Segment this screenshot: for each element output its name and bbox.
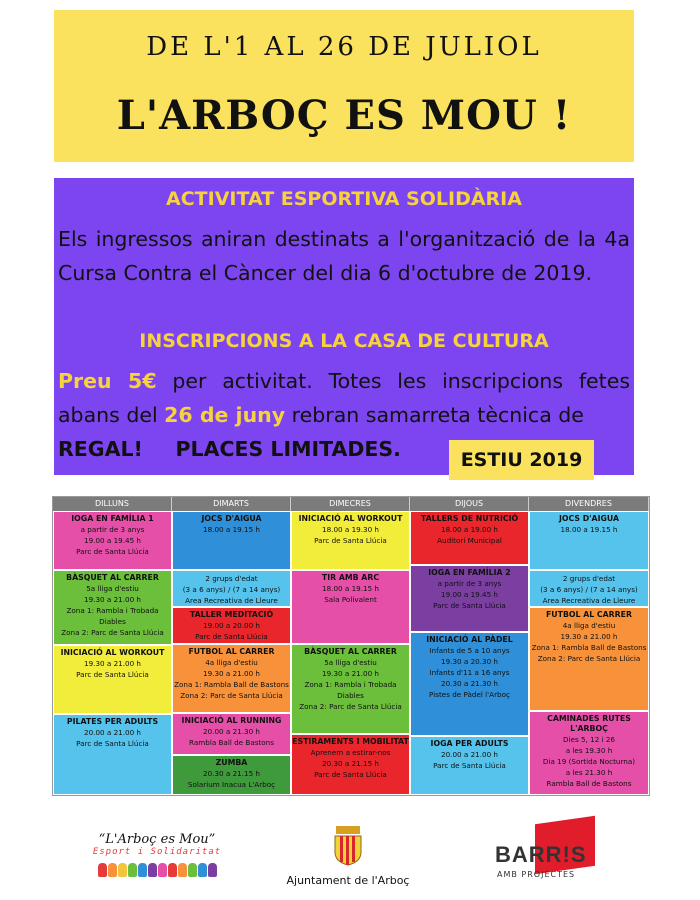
limited-label: PLACES LIMITADES. [175,437,401,461]
schedule-cell [53,714,172,795]
activity-detail: 20.30 a 21.15 h [203,769,260,778]
activity-detail: Rambla Ball de Bastons [189,738,274,747]
activity-detail: Zona 2: Parc de Santa Llúcia [537,654,641,663]
activity-detail: 4a lliga d'estiu [562,621,616,630]
heading-solidaria: ACTIVITAT ESPORTIVA SOLIDÀRIA [166,188,522,210]
activity-detail: 19.30 a 21.00 h [84,659,141,668]
activity-detail: Zona 2: Parc de Santa Llúcia [180,691,283,700]
schedule-cell [410,632,529,736]
activity-detail: Parc de Santa Llúcia [433,601,506,610]
activity-detail: Infants d'11 a 16 anys [429,668,510,677]
barris-logo: BARR!S AMB PROJECTES [495,820,615,890]
activity-detail: 19.30 a 21.00 h [322,669,379,678]
activity-detail: 18.00 a 19.15 h [560,525,618,534]
day-header: DILLUNS [53,497,172,511]
activity-detail: Zona 2: Parc de Santa Llúcia [299,702,402,711]
schedule-cell [529,711,649,795]
price-label: Preu 5€ [58,369,157,393]
activity-detail: 19.30 a 21.00 h [560,632,618,641]
activity-detail: 19.00 a 20.00 h [203,621,260,630]
activity-title: FUTBOL AL CARRER [545,610,633,619]
schedule-cell [529,607,649,711]
activity-detail: a les 19.30 h [565,746,613,755]
schedule-cell [410,736,529,795]
schedule-cell [291,734,410,795]
schedule-cell [172,644,291,713]
activity-detail: Sala Polivalent [324,595,377,604]
activity-title: BÀSQUET AL CARRER [304,647,397,656]
activity-detail: 20.00 a 21.30 h [203,727,260,736]
activity-detail: Area Recreativa de Lleure [185,596,278,605]
activity-title: INICIACIÓ AL WORKOUT [60,648,165,657]
schedule-cell [172,570,291,607]
schedule-cell [291,644,410,734]
activity-title: TIR AMB ARC [321,573,380,582]
activity-detail: Auditori Municipal [437,536,502,545]
activity-title: PILATES PER ADULTS [66,717,159,726]
activity-title: IOGA PER ADULTS [430,739,509,748]
schedule-cell [291,570,410,644]
day-header: DIVENDRES [529,497,649,511]
activity-detail: Aprenem a estirar-nos [310,748,391,757]
schedule-cell [529,570,649,607]
schedule-cell [53,511,172,570]
activity-detail: Parc de Santa Llúcia [433,761,506,770]
activity-detail: Area Recreativa de Lleure [542,596,636,605]
day-header: DIJOUS [410,497,529,511]
footer [0,800,700,900]
activity-detail: 19.00 a 19.45 h [441,590,498,599]
activity-title: BÀSQUET AL CARRER [66,573,159,582]
activity-detail: Solarium Inacua L'Arboç [187,780,276,789]
schedule-cell [53,645,172,714]
schedule-cell [529,511,649,570]
info-panel [54,178,634,475]
activity-detail: Parc de Santa Llúcia [76,670,149,679]
coat-of-arms-icon [331,824,365,866]
activity-detail: Parc de Santa Llúcia [314,770,387,779]
activity-title: CAMINADES RUTES L'ARBOÇ [547,714,631,733]
activity-title: INICIACIÓ AL WORKOUT [298,514,403,523]
activity-title: FUTBOL AL CARRER [188,647,275,656]
activity-title: JOCS D'AIGUA [558,514,620,523]
activity-title: ESTIRAMENTS I MOBILITAT [292,737,409,746]
activity-title: TALLERS DE NUTRICIÓ [420,514,519,523]
activity-detail: Parc de Santa Llúcia [76,739,149,748]
deadline-date: 26 de juny [164,403,286,427]
activity-detail: 19.00 a 19.45 h [84,536,141,545]
schedule-cell [172,511,291,570]
activity-title: IOGA EN FAMÍLIA 1 [71,514,154,523]
event-title: L'ARBOÇ ES MOU ! [116,92,572,139]
activity-detail: 4a lliga d'estiu [205,658,258,667]
activity-detail: Rambla Ball de Bastons [546,779,632,788]
season-badge: ESTIU 2019 [449,440,594,480]
title-banner [54,10,634,162]
activity-detail: Zona 1: Rambla i Trobada Diables [66,606,159,626]
price-paragraph: Preu 5€ per activitat. Totes les inscripcions fetes abans del 26 de juny rebran samarreta tècnica de REGAL! PLACES LIMITADES. [58,369,630,461]
activity-title: JOCS D'AIGUA [201,514,262,523]
day-header: DIMARTS [172,497,291,511]
schedule-cell [172,607,291,644]
date-range: DE L'1 AL 26 DE JULIOL [146,32,542,62]
activity-detail: a partir de 3 anys [80,525,145,534]
schedule-cell [172,755,291,795]
activity-title: ZUMBA [215,758,248,767]
activity-detail: 20.30 a 21.30 h [441,679,498,688]
activity-detail: Dies 5, 12 i 26 [563,735,615,744]
schedule-cell [172,713,291,755]
activity-detail: Pistes de Pàdel l'Arboç [429,690,510,699]
activity-detail: 2 grups d'edat [562,574,616,583]
schedule-cell [291,511,410,570]
activity-detail: Infants de 5 a 10 anys [429,646,510,655]
activity-detail: 20.00 a 21.00 h [84,728,141,737]
schedule-cell [53,570,172,645]
activity-detail: 18.00 a 19.15 h [203,525,260,534]
activity-detail: 18.00 a 19.30 h [322,525,379,534]
activity-detail: 20.00 a 21.00 h [441,750,498,759]
activity-detail: 5a lliga d'estiu [86,584,139,593]
activity-title: IOGA EN FAMÍLIA 2 [428,568,511,577]
activity-detail: Parc de Santa Llúcia [76,547,149,556]
activity-detail: Zona 2: Parc de Santa Llúcia [61,628,164,637]
activity-detail: 18.00 a 19.00 h [441,525,498,534]
activity-title: INICIACIÓ AL PÀDEL [426,635,513,644]
activity-detail: a partir de 3 anys [437,579,502,588]
activity-detail: Zona 1: Rambla Ball de Bastons [174,680,289,689]
description-paragraph: Els ingressos aniran destinats a l'organització de la 4a Cursa Contra el Càncer del dia 6 d'octubre de 2019. [58,227,630,285]
arboc-es-mou-logo: “L'Arboç es Mou” Esport i Solidaritat [72,832,242,892]
ajuntament-logo: Ajuntament de l'Arboç [278,824,418,887]
schedule-cell [410,511,529,565]
activity-detail: 20.30 a 21.15 h [322,759,379,768]
schedule-cell [410,565,529,632]
activity-detail: (3 a 6 anys) / (7 a 14 anys) [540,585,638,594]
day-header: DIMECRES [291,497,410,511]
activity-detail: 2 grups d'edat [205,574,258,583]
runners-icon [72,863,242,877]
activity-detail: (3 a 6 anys) / (7 a 14 anys) [182,585,281,594]
activity-detail: 5a lliga d'estiu [324,658,377,667]
activity-title: INICIACIÓ AL RUNNING [181,716,282,725]
activity-detail: Parc de Santa Llúcia [314,536,387,545]
activity-title: TALLER MEDITACIÓ [189,610,274,619]
schedule-table [52,496,650,796]
heading-inscripcions: INSCRIPCIONS A LA CASA DE CULTURA [139,330,549,352]
activity-detail: Dia 19 (Sortida Nocturna) [542,757,636,766]
activity-detail: 19.30 a 20.30 h [441,657,498,666]
activity-detail: Zona 1: Rambla Ball de Bastons [531,643,647,652]
activity-detail: Zona 1: Rambla i Trobada Diables [304,680,397,700]
gift-label: REGAL! [58,437,143,461]
activity-detail: Parc de Santa Llúcia [195,632,268,641]
activity-detail: 18.00 a 19.15 h [322,584,379,593]
activity-detail: a les 21.30 h [565,768,613,777]
activity-detail: 19.30 a 21.00 h [203,669,260,678]
activity-detail: 19.30 a 21.00 h [84,595,141,604]
